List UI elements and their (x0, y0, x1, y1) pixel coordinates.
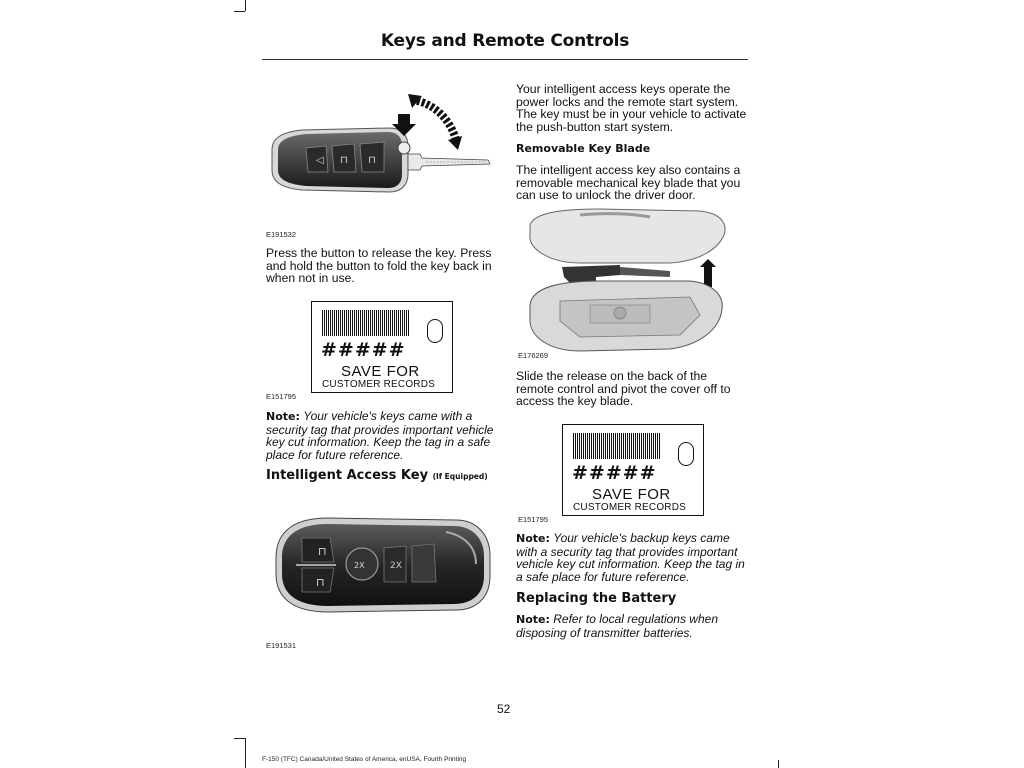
key-blade-removal-illustration (520, 205, 730, 355)
figure-code: E151795 (266, 392, 297, 401)
figure-code: E151795 (518, 515, 549, 524)
figure-code: E191532 (266, 230, 297, 239)
security-tag-illustration (311, 301, 453, 393)
section-heading-qualifier: (If Equipped) (432, 472, 488, 481)
note (266, 410, 498, 461)
svg-text:⊓: ⊓ (340, 155, 348, 166)
tag-hash-marks: ##### (321, 339, 406, 361)
paragraph (516, 83, 748, 133)
svg-text:⊓: ⊓ (368, 155, 376, 166)
barcode (322, 310, 410, 336)
tag-customer-records: CUSTOMER RECORDS (322, 379, 436, 390)
note (516, 532, 750, 583)
note-text: Your vehicle's backup keys came with a security tag that provides important vehicle key cut information. Keep the tag in a safe place for future reference. (516, 531, 745, 584)
barcode (573, 433, 661, 459)
svg-text:2X: 2X (390, 561, 402, 571)
crop-mark (245, 738, 246, 768)
subheading: Removable Key Blade (516, 142, 651, 155)
note-label: Note: (516, 613, 550, 626)
crop-mark (778, 760, 779, 768)
tag-hole (427, 319, 443, 343)
note-label: Note: (516, 532, 550, 545)
crop-mark (245, 0, 246, 11)
paragraph (266, 247, 496, 285)
note (516, 613, 750, 639)
note-text: Your vehicle's keys came with a security tag that provides important vehicle key cut information. Keep the tag in a safe place for future reference. (266, 409, 494, 462)
crop-mark (234, 11, 245, 12)
section-heading-text: Intelligent Access Key (266, 468, 429, 483)
security-tag-illustration (562, 424, 704, 516)
paragraph (516, 370, 748, 408)
footer-text: F-150 (TFC) Canada/United States of America, enUSA, Fourth Printing (262, 756, 467, 763)
section-heading (266, 468, 488, 483)
figure-code: E191531 (266, 641, 297, 650)
crop-mark (234, 738, 245, 739)
svg-text:⊓: ⊓ (318, 545, 327, 558)
svg-text:2X: 2X (354, 561, 365, 570)
note-label: Note: (266, 410, 300, 423)
svg-text:◁: ◁ (316, 155, 324, 166)
figure-code: E176269 (518, 351, 549, 360)
note-text: Refer to local regulations when disposing of transmitter batteries. (516, 612, 718, 640)
section-heading: Replacing the Battery (516, 591, 677, 606)
paragraph-text: Slide the release on the back of the remote control and pivot the cover off to access the key blade. (516, 369, 731, 408)
page-number: 52 (497, 702, 511, 716)
tag-save-for: SAVE FOR (592, 486, 671, 503)
tag-hole (678, 442, 694, 466)
header-rule (262, 59, 748, 60)
flip-key-illustration (262, 88, 497, 228)
paragraph-text: Press the button to release the key. Press and hold the button to fold the key back in when not in use. (266, 246, 492, 285)
svg-text:⊓: ⊓ (316, 576, 325, 589)
paragraph-text: Your intelligent access keys operate the power locks and the remote start system. The key must be in your vehicle to activate the push-button start system. (516, 82, 747, 134)
tag-save-for: SAVE FOR (341, 363, 420, 380)
tag-customer-records: CUSTOMER RECORDS (573, 502, 687, 513)
tag-hash-marks: ##### (572, 462, 657, 484)
paragraph (516, 164, 748, 202)
paragraph-text: The intelligent access key also contains a removable mechanical key blade that you can use to unlock the driver door. (516, 163, 741, 202)
page-title: Keys and Remote Controls (380, 31, 630, 51)
intelligent-access-key-illustration (266, 498, 496, 634)
